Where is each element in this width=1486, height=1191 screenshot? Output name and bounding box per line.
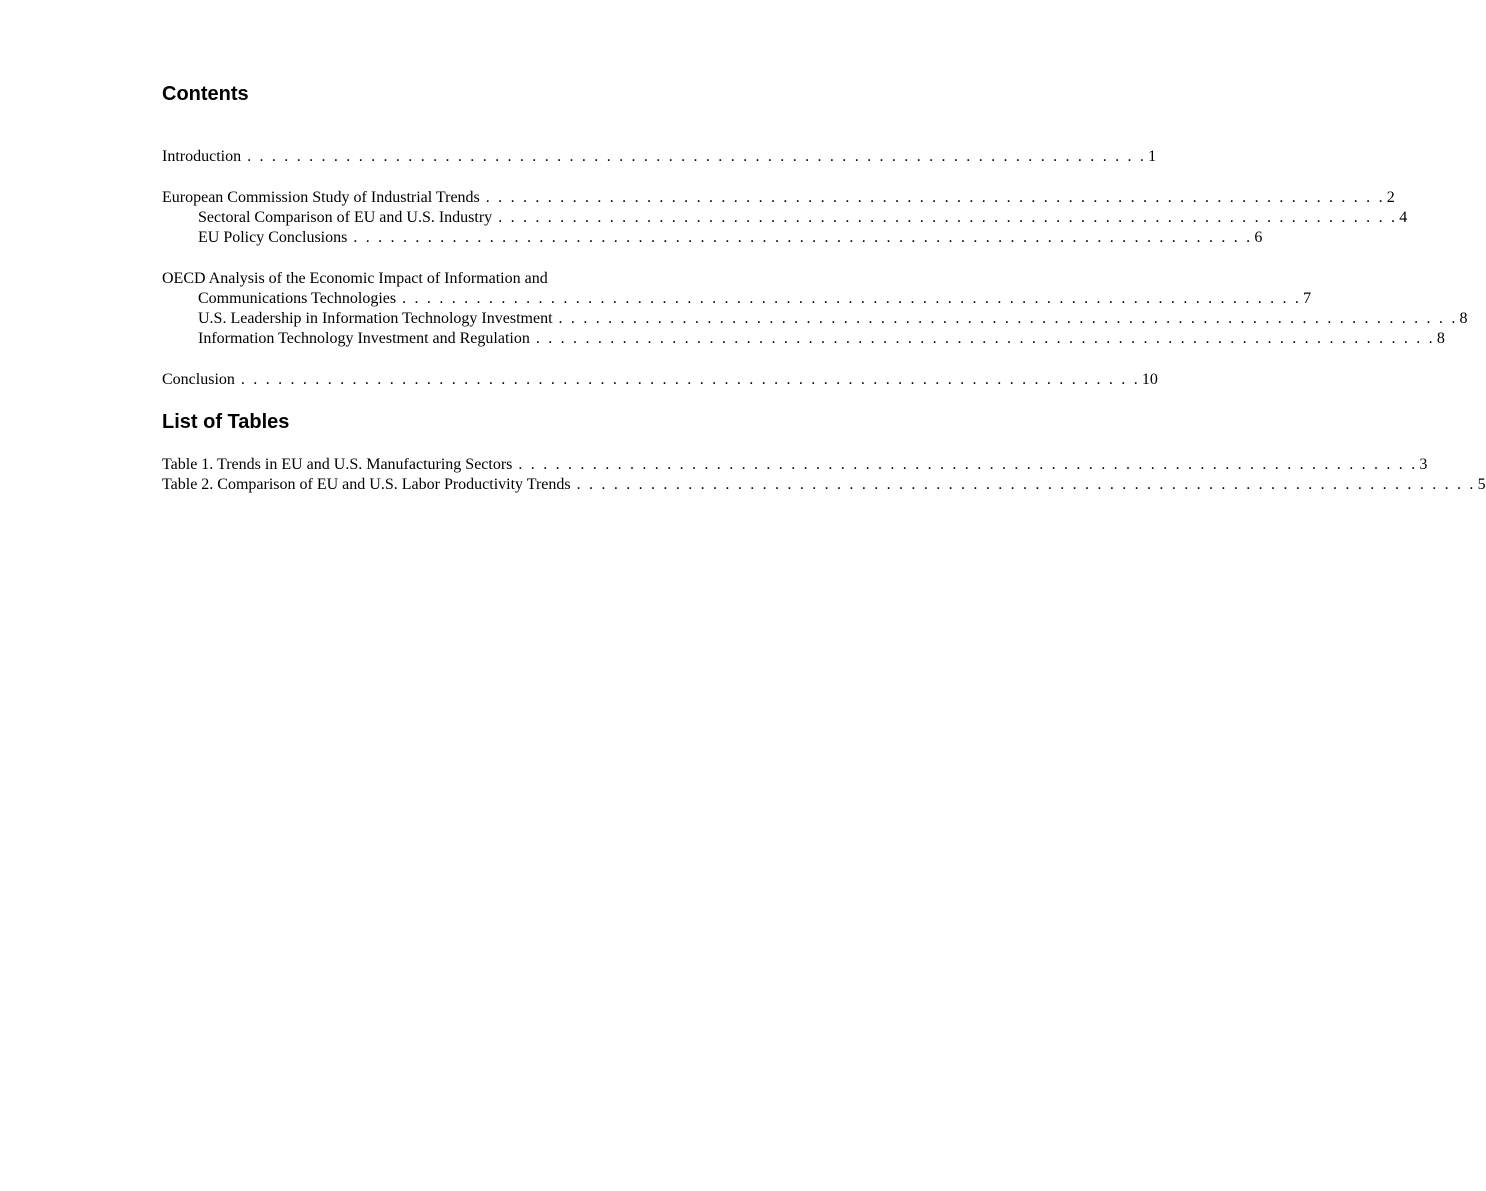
toc-entry-page: 8 [1436, 330, 1445, 347]
toc-entry-page: 1 [1148, 148, 1157, 165]
toc-entry-european-commission-study[interactable] [162, 188, 1395, 208]
toc-entry-communications-technologies[interactable] [198, 289, 1312, 309]
toc-entry-title: European Commission Study of Industrial Trends [162, 189, 480, 206]
toc-entry-page: 10 [1141, 371, 1158, 388]
toc-entry-page: 5 [1477, 476, 1486, 493]
toc-entry-title: Information Technology Investment and Regulation [198, 330, 530, 347]
toc-entry-title: Table 2. Comparison of EU and U.S. Labor Productivity Trends [162, 476, 571, 493]
dot-leader: . . . . . . . . . . . . . . . . . . . . . . . . . . . . . . . . . . . . . . . . . . . . . . . . . . . . . . . . . . . . . . . . . . . . . . . . . [353, 229, 1253, 246]
toc-entry-title: Introduction [162, 148, 242, 165]
toc-entry-oecd-analysis[interactable]: OECD Analysis of the Economic Impact of Information and [162, 270, 548, 287]
dot-leader: . . . . . . . . . . . . . . . . . . . . . . . . . . . . . . . . . . . . . . . . . . . . . . . . . . . . . . . . . . . . . . . . . . . . . . . . . [485, 189, 1385, 206]
dot-leader: . . . . . . . . . . . . . . . . . . . . . . . . . . . . . . . . . . . . . . . . . . . . . . . . . . . . . . . . . . . . . . . . . . . . . . . . . [535, 330, 1435, 347]
toc-entry-page: 2 [1386, 189, 1395, 206]
toc-entry-conclusion[interactable] [162, 370, 1158, 390]
table-entry-2[interactable] [162, 475, 1486, 495]
dot-leader: . . . . . . . . . . . . . . . . . . . . . . . . . . . . . . . . . . . . . . . . . . . . . . . . . . . . . . . . . . . . . . . . . . . . . . . . . [402, 290, 1302, 307]
toc-entry-eu-policy-conclusions[interactable] [198, 228, 1263, 248]
dot-leader: . . . . . . . . . . . . . . . . . . . . . . . . . . . . . . . . . . . . . . . . . . . . . . . . . . . . . . . . . . . . . . . . . . . . . . . . . [498, 209, 1398, 226]
toc-entry-title: Sectoral Comparison of EU and U.S. Industry [198, 209, 493, 226]
dot-leader: . . . . . . . . . . . . . . . . . . . . . . . . . . . . . . . . . . . . . . . . . . . . . . . . . . . . . . . . . . . . . . . . . . . . . . . . . [240, 371, 1140, 388]
toc-entry-title: Conclusion [162, 371, 235, 388]
toc-entry-sectoral-comparison[interactable] [198, 208, 1408, 228]
toc-entry-page: 8 [1459, 310, 1468, 327]
toc-entry-page: 7 [1303, 290, 1312, 307]
table-entry-1[interactable] [162, 455, 1428, 475]
toc-entry-page: 3 [1419, 456, 1428, 473]
toc-entry-title: EU Policy Conclusions [198, 229, 348, 246]
toc-entry-title: Communications Technologies [198, 290, 397, 307]
toc-entry-us-leadership[interactable] [198, 309, 1468, 329]
dot-leader: . . . . . . . . . . . . . . . . . . . . . . . . . . . . . . . . . . . . . . . . . . . . . . . . . . . . . . . . . . . . . . . . . . . . . . . . . [576, 476, 1476, 493]
toc-entry-page: 4 [1399, 209, 1408, 226]
toc-entry-title: U.S. Leadership in Information Technology Investment [198, 310, 553, 327]
toc-entry-page: 6 [1254, 229, 1263, 246]
toc-entry-title: Table 1. Trends in EU and U.S. Manufacturing Sectors [162, 456, 513, 473]
dot-leader: . . . . . . . . . . . . . . . . . . . . . . . . . . . . . . . . . . . . . . . . . . . . . . . . . . . . . . . . . . . . . . . . . . . . . . . . . [558, 310, 1458, 327]
toc-entry-introduction[interactable] [162, 147, 1157, 167]
dot-leader: . . . . . . . . . . . . . . . . . . . . . . . . . . . . . . . . . . . . . . . . . . . . . . . . . . . . . . . . . . . . . . . . . . . . . . . . . [518, 456, 1418, 473]
dot-leader: . . . . . . . . . . . . . . . . . . . . . . . . . . . . . . . . . . . . . . . . . . . . . . . . . . . . . . . . . . . . . . . . . . . . . . . . . [247, 148, 1147, 165]
list-of-tables-heading: List of Tables [162, 411, 290, 433]
toc-entry-it-investment-regulation[interactable] [198, 329, 1445, 349]
contents-heading: Contents [162, 83, 249, 105]
